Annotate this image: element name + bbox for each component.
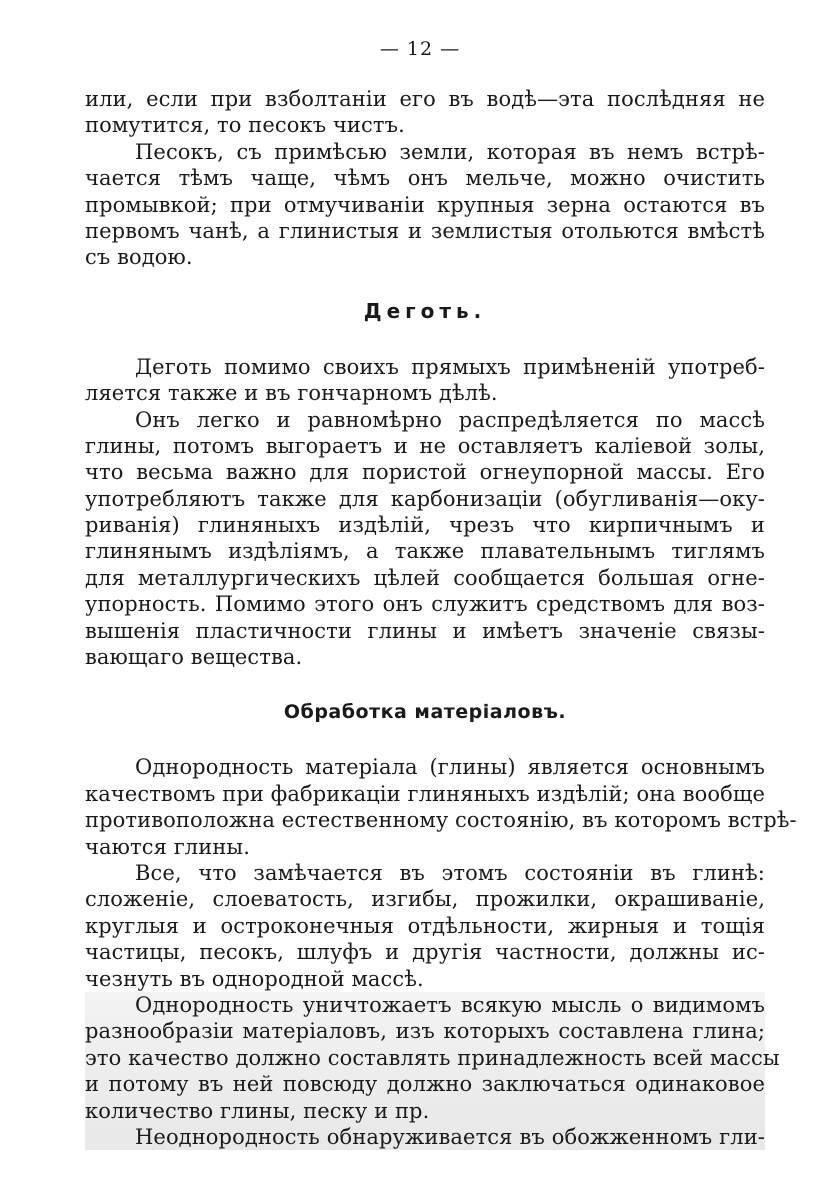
text-line: промывкой; при отмучиваніи крупныя зерна остаются въ xyxy=(85,192,765,217)
text-line: вышенія пластичности глины и имѣетъ значеніе связы- xyxy=(85,618,765,643)
paragraph xyxy=(85,139,765,271)
text-line: это качество должно составлять принадлежность всей массы xyxy=(85,1045,780,1070)
text-line: качествомъ при фабрикаціи глиняныхъ издѣлій; она вообще xyxy=(85,781,765,806)
text-line: для металлургическихъ цѣлей сообщается большая огне- xyxy=(85,565,765,590)
paragraph xyxy=(85,754,797,860)
text-line: количество глины, песку и пр. xyxy=(85,1098,430,1123)
page-body xyxy=(85,86,797,1150)
page-number: — 12 — xyxy=(379,38,461,60)
text-line: чаются глины. xyxy=(85,834,251,859)
paragraph xyxy=(85,407,765,671)
text-line: риванія) глиняныхъ издѣлій, чрезъ что кирпичнымъ и xyxy=(85,513,765,538)
text-line: чается тѣмъ чаще, чѣмъ онъ мельче, можно очистить xyxy=(85,166,765,191)
text-line: упорность. Помимо этого онъ служитъ средствомъ для воз- xyxy=(85,592,765,617)
text-line: Онъ легко и равномѣрно распредѣляется по массѣ xyxy=(135,407,765,432)
text-line: съ водою. xyxy=(85,245,193,270)
section-heading-materials: Обработка матеріаловъ. xyxy=(283,701,567,724)
text-line: чезнуть въ однородной массѣ. xyxy=(85,966,424,991)
text-line: Однородность уничтожаетъ всякую мысль о видимомъ xyxy=(135,992,765,1017)
section-heading-degot: Деготь. xyxy=(363,298,487,323)
text-line: вающаго вещества. xyxy=(85,645,303,670)
paragraph xyxy=(85,86,765,139)
text-line: что весьма важно для пористой огнеупорной массы. Его xyxy=(85,460,765,485)
text-line: Однородность матеріала (глины) является основнымъ xyxy=(135,755,765,780)
text-line: Все, что замѣчается въ этомъ состояніи въ глинѣ: xyxy=(135,860,765,885)
paragraph xyxy=(85,992,780,1150)
text-line: глинянымъ издѣліямъ, а также плавательнымъ тиглямъ xyxy=(85,539,765,564)
text-line: сложеніе, слоеватость, изгибы, прожилки, окрашиваніе, xyxy=(85,887,765,912)
text-line: частицы, песокъ, шлуфъ и другія частности, должны ис- xyxy=(85,940,765,965)
text-line: Песокъ, съ примѣсью земли, которая въ немъ встрѣ- xyxy=(135,139,765,164)
text-line: помутится, то песокъ чистъ. xyxy=(85,113,405,138)
text-line: глины, потомъ выгораетъ и не оставляетъ каліевой золы, xyxy=(85,433,765,458)
text-line: Деготь помимо своихъ прямыхъ примѣненій употреб- xyxy=(135,354,765,379)
text-line: противоположна естественному состоянію, въ которомъ встрѣ- xyxy=(85,808,797,833)
text-line: и потому въ ней повсюду должно заключаться одинаковое xyxy=(85,1072,765,1097)
text-line: ляется также и въ гончарномъ дѣлѣ. xyxy=(85,381,498,406)
paragraph xyxy=(85,354,765,407)
text-line: первомъ чанѣ, а глинистыя и землистыя отольются вмѣстѣ xyxy=(85,218,765,243)
text-line: Неоднородность обнаруживается въ обожженномъ гли- xyxy=(135,1124,765,1149)
text-line: разнообразіи матеріаловъ, изъ которыхъ составлена глина; xyxy=(85,1019,765,1044)
text-line: круглыя и остроконечныя отдѣльности, жирныя и тощія xyxy=(85,913,765,938)
paragraph xyxy=(85,860,765,992)
text-line: употребляютъ также для карбонизаціи (обугливанія—оку- xyxy=(85,486,765,511)
text-line: или, если при взболтаніи его въ водѣ—эта послѣдняя не xyxy=(85,87,765,111)
